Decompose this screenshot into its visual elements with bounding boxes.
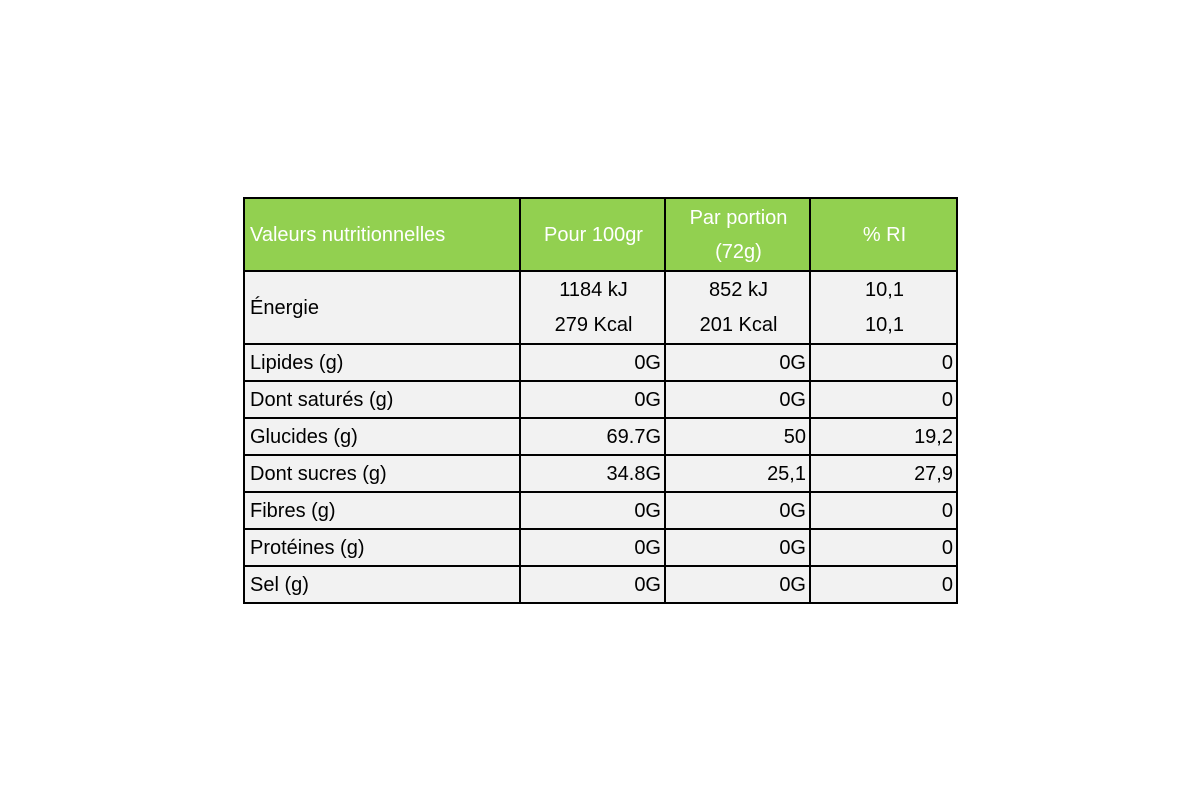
row-per-100g: 34.8G	[520, 455, 665, 492]
row-label: Fibres (g)	[244, 492, 520, 529]
table-row	[244, 381, 957, 418]
energy-per-100g	[520, 271, 665, 344]
row-label: Sel (g)	[244, 566, 520, 603]
row-ri: 27,9	[810, 455, 957, 492]
row-ri: 0	[810, 381, 957, 418]
row-ri: 0	[810, 492, 957, 529]
row-per-portion: 0G	[665, 381, 810, 418]
energy-ri	[810, 271, 957, 344]
row-ri: 0	[810, 529, 957, 566]
row-per-portion: 25,1	[665, 455, 810, 492]
row-per-portion: 0G	[665, 492, 810, 529]
energy-ri-kj: 10,1	[865, 278, 904, 301]
header-per-portion	[665, 198, 810, 271]
energy-per-portion-kcal: 201 Kcal	[699, 313, 778, 336]
row-per-portion: 0G	[665, 344, 810, 381]
header-per-portion-line2: (72g)	[715, 240, 762, 263]
nutrition-table	[243, 197, 958, 604]
energy-per-portion-kj: 852 kJ	[709, 278, 768, 301]
header-ri-percent: % RI	[810, 198, 957, 271]
row-per-portion: 50	[665, 418, 810, 455]
row-per-100g: 0G	[520, 381, 665, 418]
row-per-100g: 69.7G	[520, 418, 665, 455]
table-row	[244, 492, 957, 529]
header-per-portion-line1: Par portion	[689, 206, 788, 229]
header-per-100g: Pour 100gr	[520, 198, 665, 271]
row-ri: 0	[810, 344, 957, 381]
table-row	[244, 455, 957, 492]
table-row	[244, 566, 957, 603]
row-ri: 19,2	[810, 418, 957, 455]
energy-label: Énergie	[244, 271, 520, 344]
table-row	[244, 418, 957, 455]
header-nutritional-values: Valeurs nutritionnelles	[244, 198, 520, 271]
row-per-portion: 0G	[665, 529, 810, 566]
row-label: Protéines (g)	[244, 529, 520, 566]
table-row	[244, 344, 957, 381]
table-row-energy	[244, 271, 957, 344]
row-per-100g: 0G	[520, 529, 665, 566]
row-label: Lipides (g)	[244, 344, 520, 381]
table-row	[244, 529, 957, 566]
header-row	[244, 198, 957, 271]
row-per-100g: 0G	[520, 492, 665, 529]
row-per-100g: 0G	[520, 566, 665, 603]
energy-per-100g-kcal: 279 Kcal	[554, 313, 633, 336]
row-per-100g: 0G	[520, 344, 665, 381]
energy-ri-kcal: 10,1	[865, 313, 904, 336]
row-ri: 0	[810, 566, 957, 603]
row-label: Glucides (g)	[244, 418, 520, 455]
row-label: Dont sucres (g)	[244, 455, 520, 492]
row-per-portion: 0G	[665, 566, 810, 603]
row-label: Dont saturés (g)	[244, 381, 520, 418]
energy-per-portion	[665, 271, 810, 344]
energy-per-100g-kj: 1184 kJ	[559, 278, 628, 301]
